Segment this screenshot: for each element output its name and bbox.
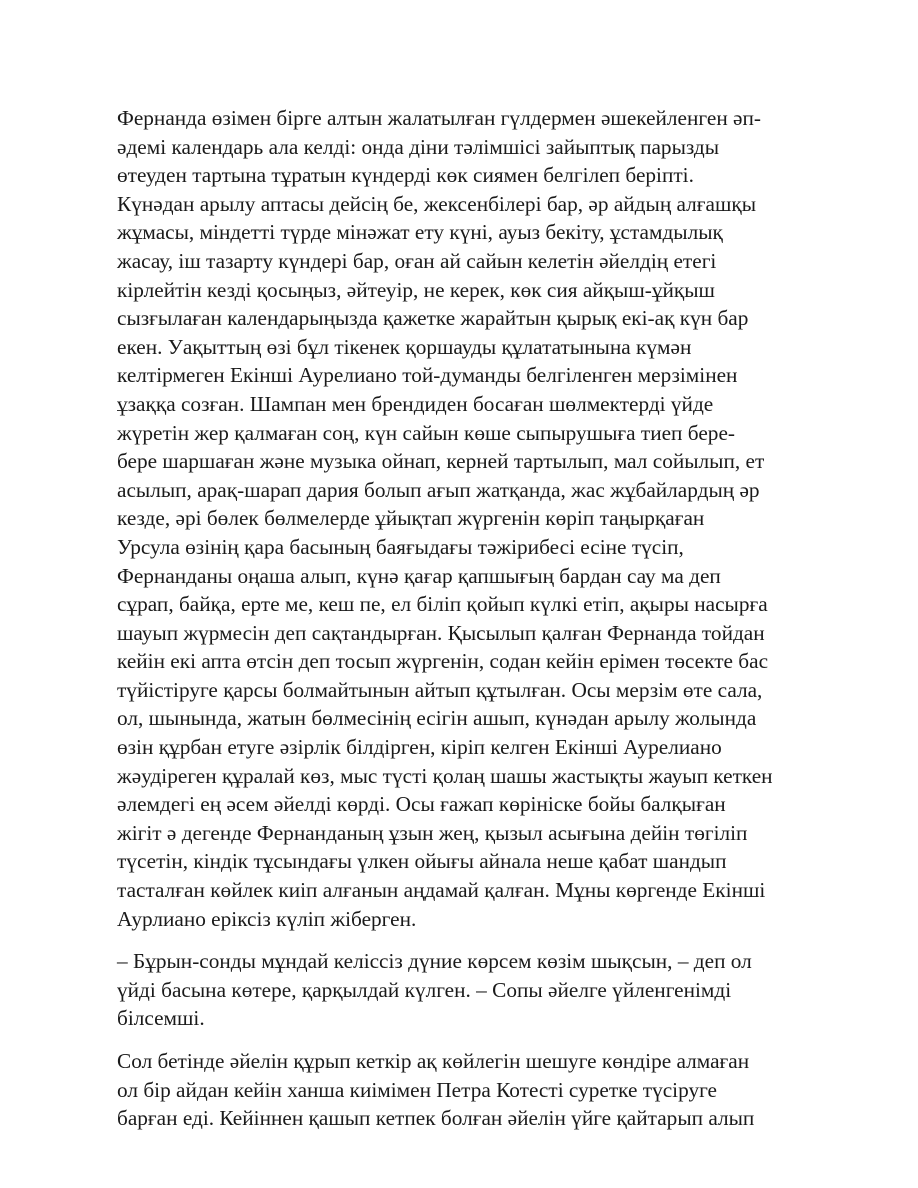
text-line: жәудіреген құралай көз, мыс түсті қолаң шашы жастықты жауып кеткен <box>117 763 773 788</box>
text-line: Сол бетінде әйелін құрып кеткір ақ көйлегін шешуге көндіре алмаған <box>117 1049 750 1073</box>
text-line: Күнәдан арылу аптасы дейсің бе, жексенбілері бар, әр айдың алғашқы <box>117 191 757 216</box>
text-line: ол бір айдан кейін ханша киімімен Петра Котесті суретке түсіруге <box>117 1077 718 1102</box>
text-line: – Бұрын-сонды мұндай келіссіз дүние көрсем көзім шықсын, – деп ол <box>117 949 752 974</box>
paragraph-2 <box>117 947 807 1033</box>
text-line: өзін құрбан етуге әзірлік білдірген, кіріп келген Екінші Аурелиано <box>117 735 722 760</box>
text-line: Фернанда өзімен бірге алтын жалатылған гүлдермен әшекейленген әп- <box>117 106 761 130</box>
text-line: әлемдегі ең әсем әйелді көрді. Осы ғажап көрініске бойы балқыған <box>117 792 726 817</box>
paragraph-spacer <box>117 1033 807 1047</box>
text-line: жұмасы, міндетті түрде мінәжат ету күні, ауыз бекіту, ұстамдылық <box>117 220 723 245</box>
text-line: сұрап, байқа, ерте ме, кеш пе, ел біліп қойып күлкі етіп, ақыры насырға <box>117 592 768 617</box>
text-line: жасау, іш тазарту күндері бар, оған ай сайын келетін әйелдің етегі <box>117 248 717 273</box>
text-line: ол, шынында, жатын бөлмесінің есігін ашып, күнәдан арылу жолында <box>117 706 757 731</box>
text-line: ұзаққа созған. Шампан мен брендиден босаған шөлмектерді үйде <box>117 391 714 416</box>
text-line: әдемі календарь ала келді: онда діни тәлімшісі зайыптық парызды <box>117 134 720 159</box>
text-line: жігіт ә дегенде Фернанданың ұзын жең, қызыл асығына дейін төгіліп <box>117 820 748 845</box>
text-line: барған еді. Кейіннен қашып кетпек болған әйелін үйге қайтарып алып <box>117 1106 755 1131</box>
text-line: кейін екі апта өтсін деп тосып жүргенін, содан кейін ерімен төсекте бас <box>117 649 769 674</box>
text-line: білсемші. <box>117 1006 205 1031</box>
text-line: жүретін жер қалмаған соң, күн сайын көше сыпырушыға тиеп бере- <box>117 420 735 445</box>
paragraph-3 <box>117 1047 807 1133</box>
text-line: түсетін, кіндік тұсындағы үлкен ойығы айнала неше қабат шандып <box>117 849 727 874</box>
text-line: шауып жүрмесін деп сақтандырған. Қысылып қалған Фернанда тойдан <box>117 620 765 645</box>
paragraph-1 <box>117 104 807 933</box>
text-line: бере шаршаған және музыка ойнап, керней тартылып, мал сойылып, ет <box>117 449 765 474</box>
text-line: келтірмеген Екінші Аурелиано той-думанды белгіленген мерзімінен <box>117 363 738 388</box>
text-line: Урсула өзінің қара басының баяғыдағы тәжірибесі есіне түсіп, <box>117 534 684 559</box>
text-line: Фернанданы оңаша алып, күнә қағар қапшығың бардан сау ма деп <box>117 563 721 588</box>
text-line: түйістіруге қарсы болмайтынын айтып құтылған. Осы мерзім өте сала, <box>117 677 763 702</box>
text-line: өтеуден тартына тұратын күндерді көк сиямен белгілеп беріпті. <box>117 163 694 188</box>
paragraph-spacer <box>117 933 807 947</box>
text-column <box>117 104 807 1133</box>
text-line: үйді басына көтере, қарқылдай күлген. – Сопы әйелге үйленгенімді <box>117 977 732 1002</box>
text-line: асылып, арақ-шарап дария болып ағып жатқанда, жас жұбайлардың әр <box>117 477 760 502</box>
text-line: кірлейтін кезді қосыңыз, әйтеуір, не керек, көк сия айқыш-ұйқыш <box>117 277 715 302</box>
text-line: сызғылаған календарыңызда қажетке жарайтын қырық екі-ақ күн бар <box>117 306 749 331</box>
text-line: кезде, әрі бөлек бөлмелерде ұйықтап жүргенін көріп таңырқаған <box>117 506 705 531</box>
text-line: Аурлиано еріксіз күліп жіберген. <box>117 906 417 931</box>
text-line: тасталған көйлек киіп алғанын аңдамай қалған. Мұны көргенде Екінші <box>117 878 766 903</box>
text-line: екен. Уақыттың өзі бұл тікенек қоршауды құлататынына күмән <box>117 334 692 359</box>
